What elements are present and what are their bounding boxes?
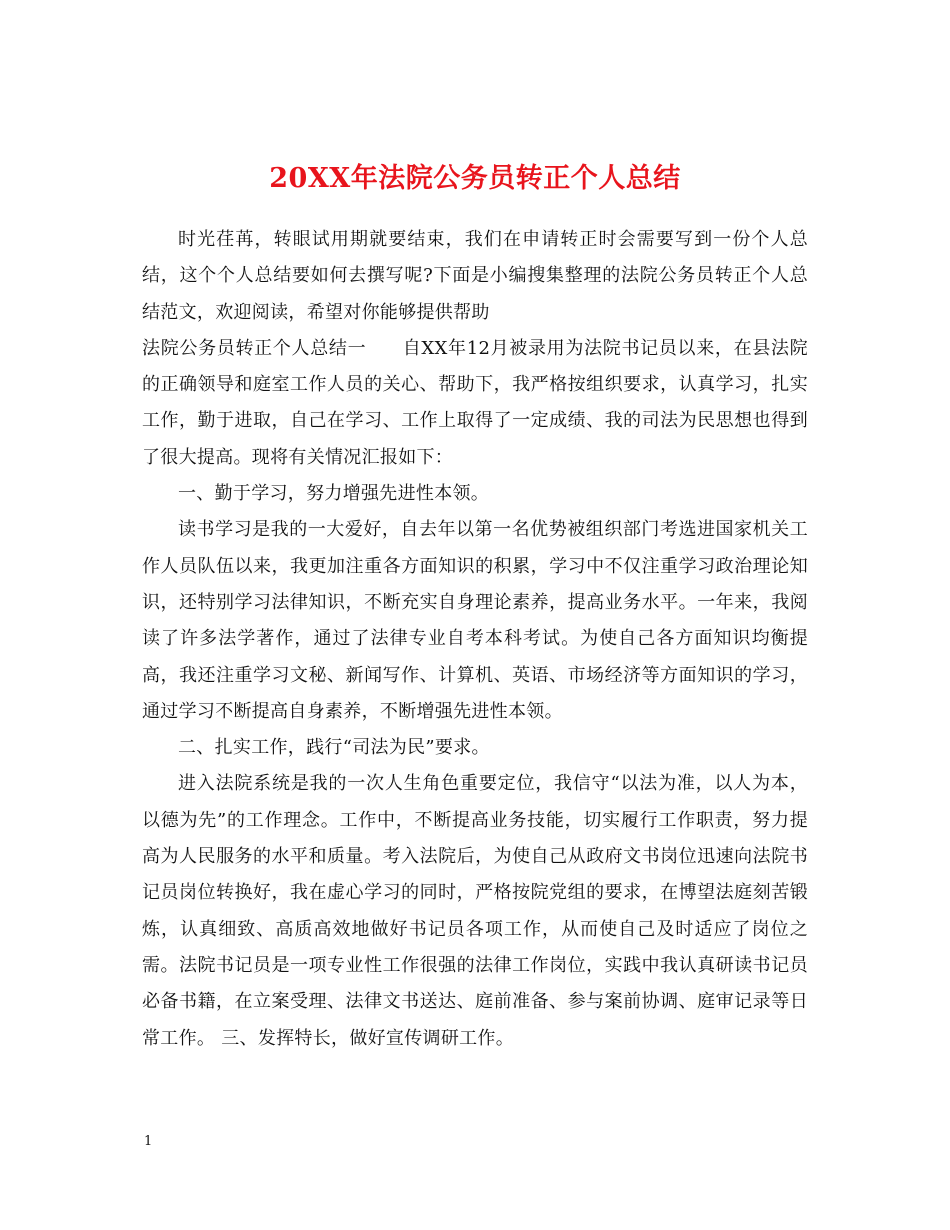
document-title: 20XX年法院公务员转正个人总结 <box>269 163 681 195</box>
study-paragraph: 读书学习是我的一大爱好，自去年以第一名优势被组织部门考选进国家机关工作人员队伍以来，我更加注重各方面知识的积累，学习中不仅注重学习政治理论知识，还特别学习法律知识，不断充实自身理论素养，提高业务水平。一年来，我阅读了许多法学著作，通过了法律专业自考本科考试。为使自己各方面知识均衡提高，我还注重学习文秘、新闻写作、计算机、英语、市场经济等方面知识的学习，通过学习不断提高自身素养，不断增强先进性本领。 <box>142 519 808 722</box>
heading-study: 一、勤于学习，努力增强先进性本领。 <box>178 483 490 505</box>
heading-work: 二、扎实工作，践行“司法为民”要求。 <box>178 737 490 759</box>
page-number: 1 <box>144 1134 153 1149</box>
document-body <box>142 222 808 1057</box>
section-one-heading: 法院公务员转正个人总结一 <box>142 337 367 359</box>
intro-paragraph: 时光荏苒，转眼试用期就要结束，我们在申请转正时会需要写到一份个人总结，这个个人总结要如何去撰写呢?下面是小编搜集整理的法院公务员转正个人总结范文，欢迎阅读，希望对你能够提供帮助 <box>142 229 808 323</box>
section-one-text: 自XX年12月被录用为法院书记员以来，在县法院的正确领导和庭室工作人员的关心、帮助下，我严格按组织要求，认真学习，扎实工作，勤于进取，自己在学习、工作上取得了一定成绩、我的司法为民思想也得到了很大提高。现将有关情况汇报如下： <box>142 337 808 468</box>
work-paragraph: 进入法院系统是我的一次人生角色重要定位，我信守“以法为准，以人为本，以德为先”的工作理念。工作中，不断提高业务技能，切实履行工作职责，努力提高为人民服务的水平和质量。考入法院后，为使自己从政府文书岗位迅速向法院书记员岗位转换好，我在虚心学习的同时，严格按院党组的要求，在博望法庭刻苦锻炼，认真细致、高质高效地做好书记员各项工作，从而使自己及时适应了岗位之需。法院书记员是一项专业性工作很强的法律工作岗位，实践中我认真研读书记员必备书籍，在立案受理、法律文书送达、庭前准备、参与案前协调、庭审记录等日常工作。 三、发挥特长，做好宣传调研工作。 <box>142 773 808 1049</box>
section-one-paragraph <box>142 331 808 476</box>
